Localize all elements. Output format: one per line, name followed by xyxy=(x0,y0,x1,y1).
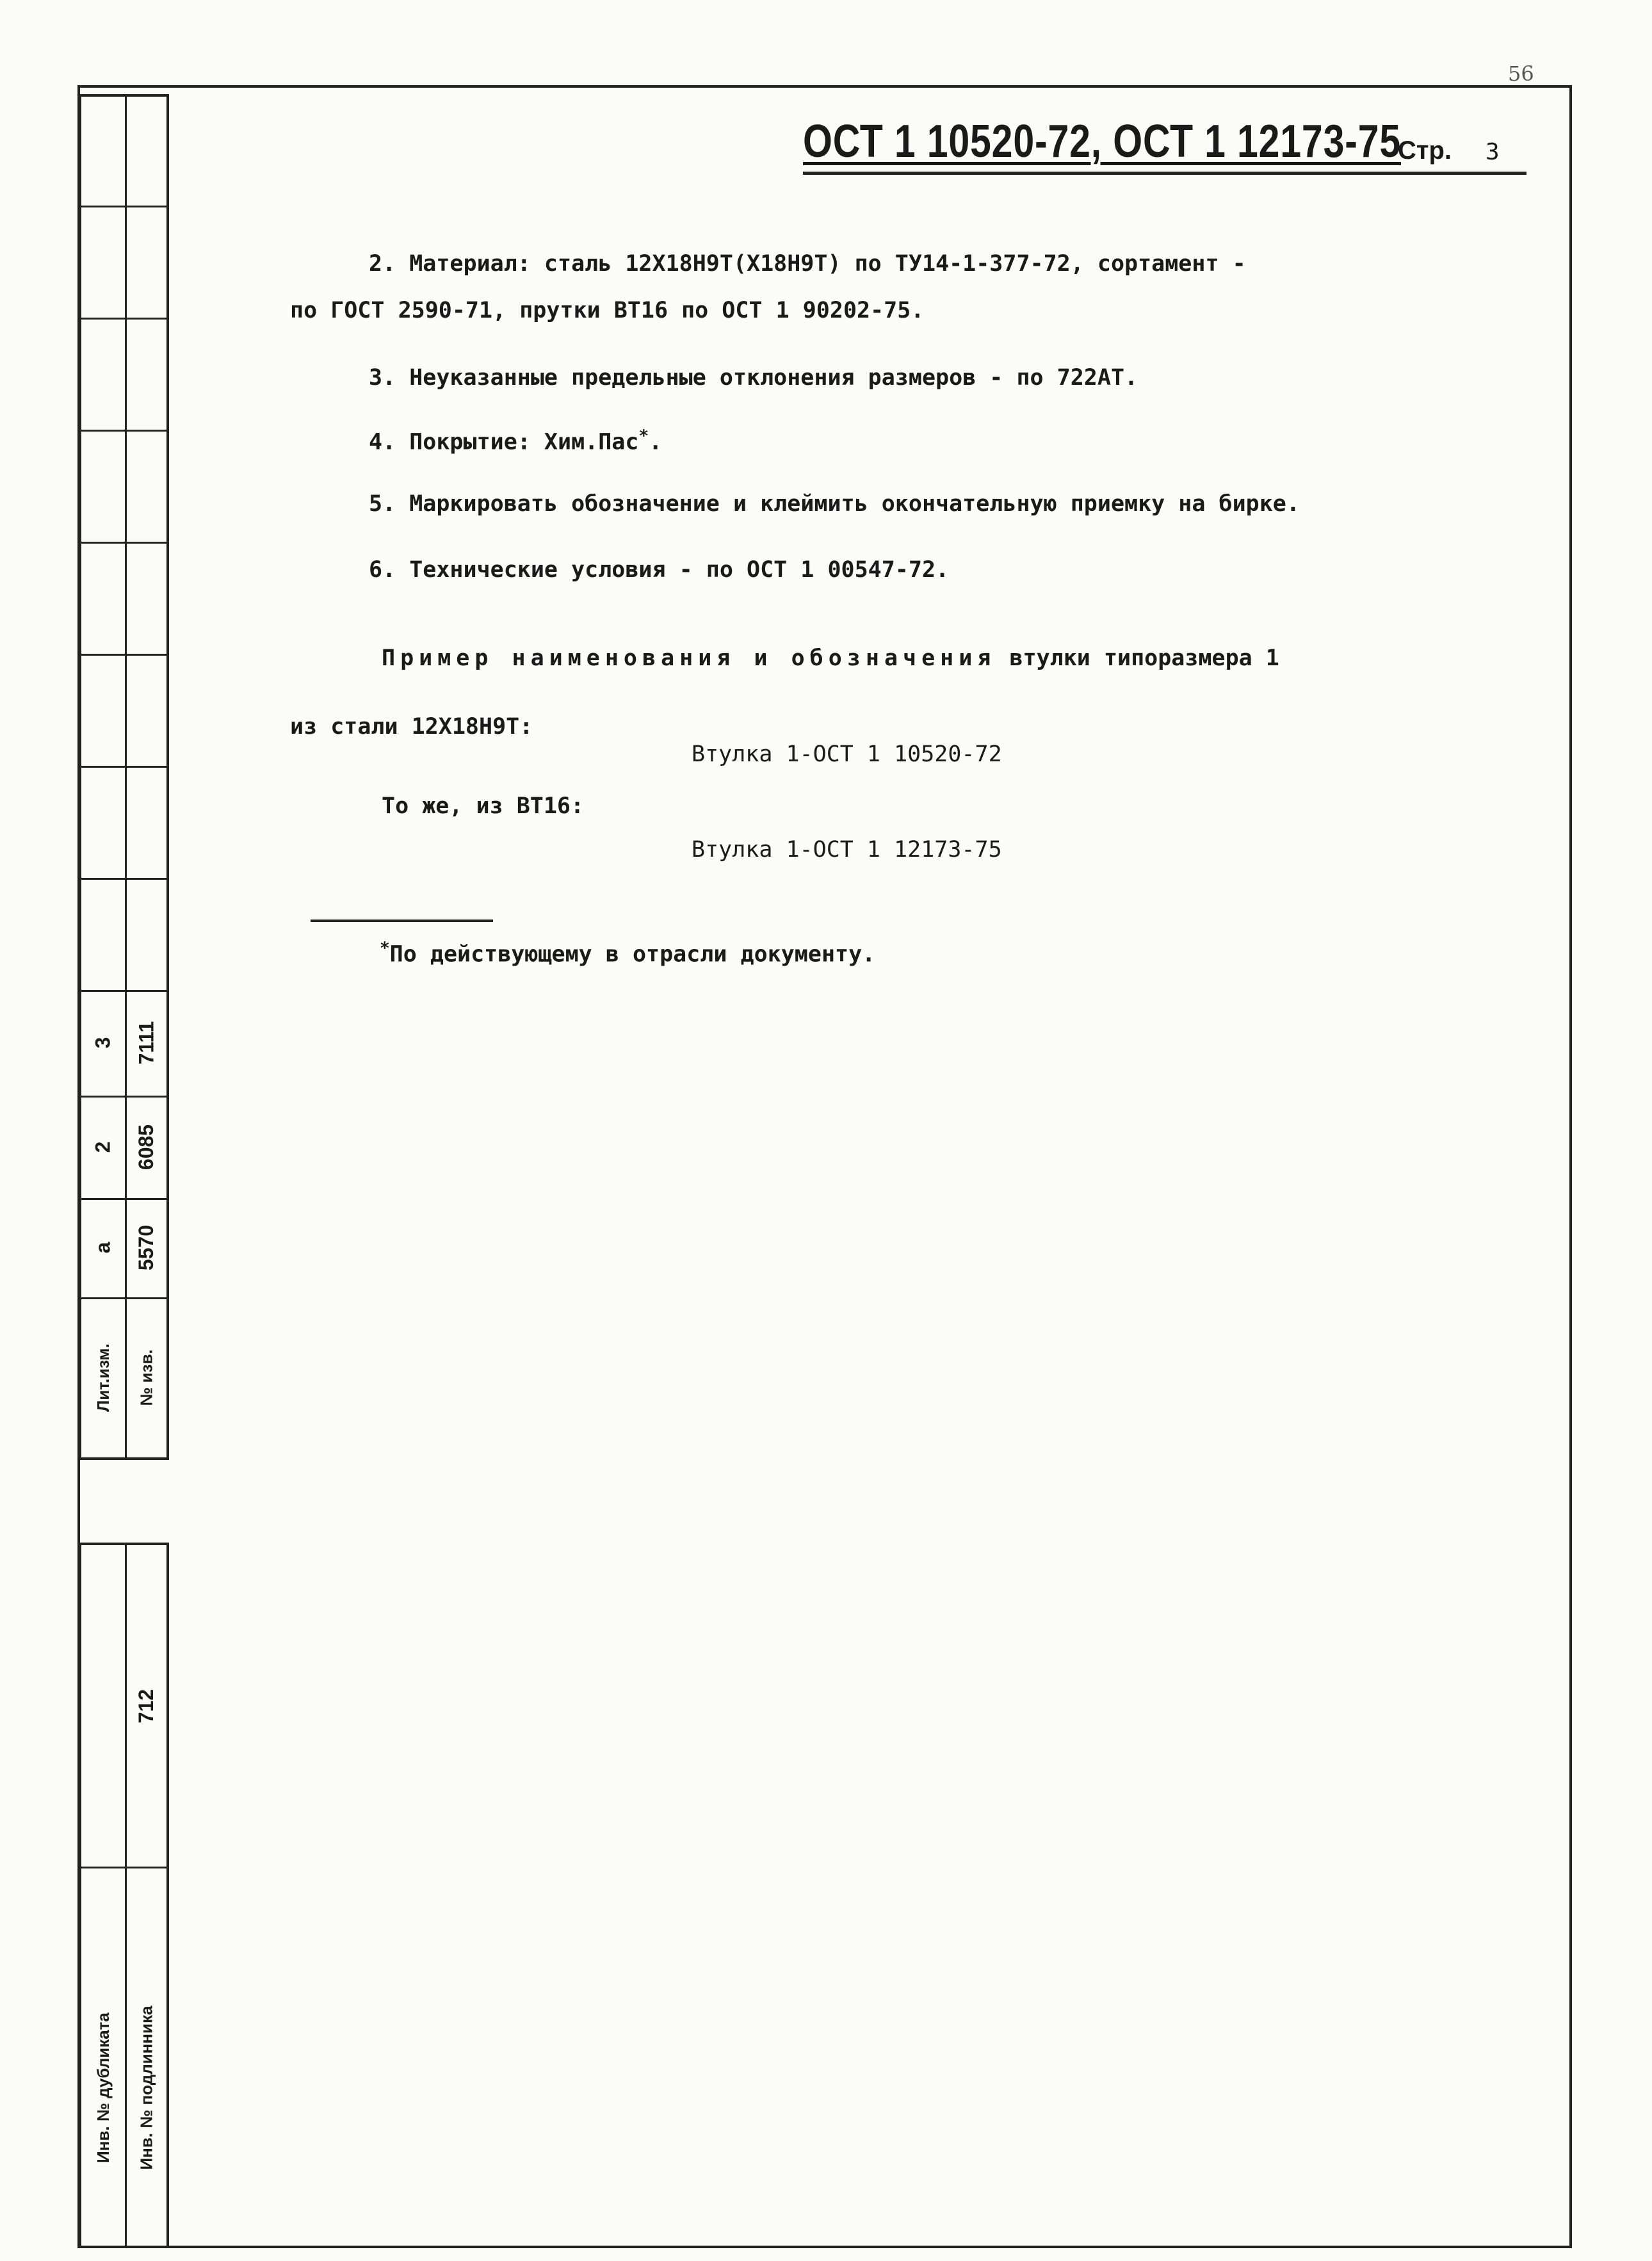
change-lit-2: 2 xyxy=(91,1141,115,1153)
item-2-line-2: по ГОСТ 2590-71, прутки ВТ16 по ОСТ 1 90202-75. xyxy=(290,298,925,323)
standard-code: ОСТ 1 10520-72, ОСТ 1 12173-75 xyxy=(803,116,1402,167)
example-code-1: Втулка 1-ОСТ 1 10520-72 xyxy=(692,742,1002,767)
strip-rule xyxy=(81,542,166,544)
change-doc-3: 7111 xyxy=(134,1021,158,1065)
original-inventory-label: Инв. № подлинника xyxy=(136,2005,156,2170)
item-5: 5. Маркировать обозначение и клеймить окончательную приемку на бирке. xyxy=(369,491,1300,517)
item-6: 6. Технические условия - по ОСТ 1 00547-72. xyxy=(369,557,950,583)
page-frame xyxy=(77,85,1572,2248)
item-4 xyxy=(369,426,662,455)
example-intro-rest: втулки типоразмера 1 xyxy=(996,645,1279,671)
same-from: То же, из ВТ16: xyxy=(382,793,585,819)
example-code-2: Втулка 1-ОСТ 1 12173-75 xyxy=(692,837,1002,863)
item-4-end: . xyxy=(649,429,663,455)
doc-row-label: № изв. xyxy=(136,1349,156,1406)
change-lit-3: 3 xyxy=(91,1037,115,1049)
item-3: 3. Неуказанные предельные отклонения размеров - по 722АТ. xyxy=(369,365,1138,391)
strip-rule xyxy=(81,878,166,880)
item-2-line-1: 2. Материал: сталь 12Х18Н9Т(Х18Н9Т) по ТУ14-1-377-72, сортамент - xyxy=(369,251,1246,277)
strip-rule xyxy=(81,654,166,656)
strip-rule xyxy=(81,318,166,320)
duplicate-inventory-label: Инв. № дубликата xyxy=(93,2012,113,2163)
example-intro xyxy=(382,645,1279,671)
example-line-2: из стали 12Х18Н9Т: xyxy=(290,714,533,740)
strip-rule xyxy=(81,430,166,432)
example-intro-spaced: Пример наименования и обозначения xyxy=(382,645,996,671)
footnote-rule xyxy=(311,920,493,922)
original-inventory-value: 712 xyxy=(134,1689,158,1723)
footnote xyxy=(380,939,875,968)
page-label: Стр. xyxy=(1398,136,1452,165)
strip-rule xyxy=(81,206,166,207)
strip-rule xyxy=(81,1867,166,1868)
change-row-label: Лит.изм. xyxy=(93,1343,113,1412)
sheet-number: 56 xyxy=(1508,61,1534,86)
page-number: 3 xyxy=(1486,139,1500,165)
footnote-mark: * xyxy=(380,939,390,958)
footnote-text: По действующему в отрасли документу. xyxy=(389,941,876,968)
change-log-strip xyxy=(79,94,169,1460)
change-lit-1: а xyxy=(91,1242,115,1254)
item-4-text: 4. Покрытие: Хим.Пас xyxy=(369,429,639,455)
inventory-strip xyxy=(79,1543,169,2248)
document-header xyxy=(803,114,1526,175)
asterisk-mark: * xyxy=(638,426,649,446)
strip-rule xyxy=(81,766,166,768)
change-doc-1: 5570 xyxy=(134,1224,158,1271)
change-doc-2: 6085 xyxy=(134,1124,158,1170)
